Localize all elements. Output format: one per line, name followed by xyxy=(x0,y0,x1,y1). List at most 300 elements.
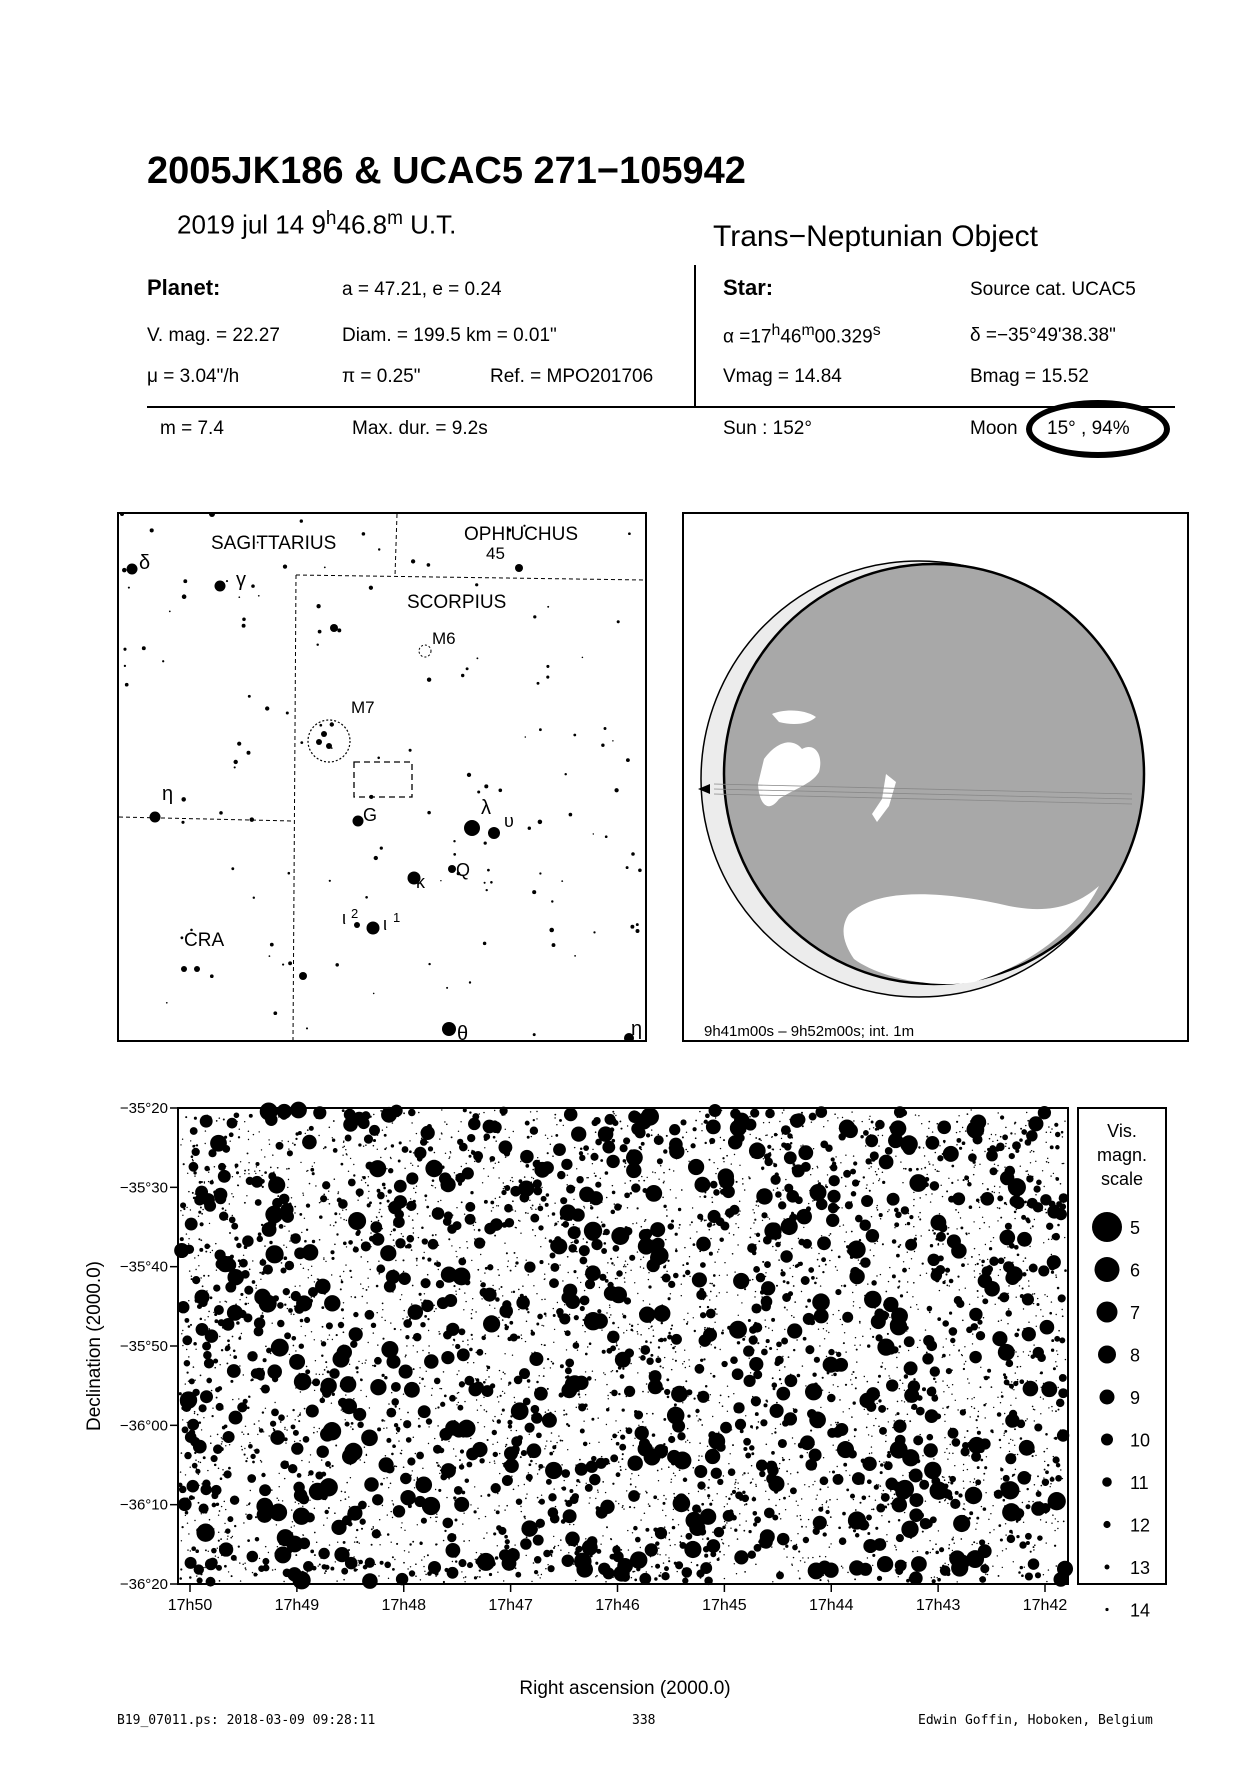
detail-star xyxy=(401,1294,402,1295)
detail-star xyxy=(975,1479,981,1485)
detail-star xyxy=(261,1461,263,1463)
detail-star xyxy=(537,1157,538,1158)
detail-star xyxy=(444,1395,447,1398)
detail-star xyxy=(649,1505,651,1507)
detail-star xyxy=(487,1264,493,1270)
detail-star xyxy=(801,1112,803,1114)
detail-star xyxy=(418,1112,420,1114)
detail-star xyxy=(453,1285,455,1287)
detail-star xyxy=(672,1359,673,1360)
detail-star xyxy=(302,1534,303,1535)
detail-star xyxy=(345,1394,346,1395)
detail-star xyxy=(765,1511,768,1514)
detail-star xyxy=(329,1203,331,1205)
detail-star xyxy=(648,1391,649,1392)
detail-star xyxy=(892,1239,897,1244)
detail-star xyxy=(416,1452,424,1460)
detail-star xyxy=(913,1199,915,1201)
detail-star xyxy=(769,1237,772,1240)
detail-star xyxy=(618,1432,619,1433)
detail-star xyxy=(910,1536,913,1539)
detail-star xyxy=(196,1323,209,1336)
detail-star xyxy=(504,1243,505,1244)
detail-star xyxy=(875,1120,885,1130)
detail-star xyxy=(884,1461,893,1470)
detail-star xyxy=(818,1265,820,1267)
detail-star xyxy=(247,1457,249,1459)
detail-star xyxy=(682,1136,684,1138)
detail-star xyxy=(645,1528,649,1532)
detail-star xyxy=(900,1161,901,1162)
detail-star xyxy=(272,1323,273,1324)
detail-star xyxy=(474,1238,475,1239)
detail-star xyxy=(180,1210,181,1211)
detail-star xyxy=(433,1445,442,1454)
detail-star xyxy=(606,1348,612,1354)
detail-star xyxy=(421,1278,431,1288)
detail-star xyxy=(518,1220,519,1221)
detail-star xyxy=(752,1511,757,1516)
detail-star xyxy=(1043,1242,1044,1243)
detail-star xyxy=(565,1164,566,1165)
detail-star xyxy=(308,1287,318,1297)
detail-star xyxy=(753,1349,754,1350)
detail-star xyxy=(977,1415,979,1417)
finder-star xyxy=(378,548,380,550)
detail-star xyxy=(1046,1223,1053,1230)
detail-star xyxy=(474,1576,477,1579)
detail-star xyxy=(183,1163,185,1165)
detail-star xyxy=(752,1497,757,1502)
detail-star xyxy=(550,1144,552,1146)
detail-star xyxy=(619,1444,626,1451)
detail-star xyxy=(261,1224,263,1226)
detail-star xyxy=(305,1568,307,1570)
detail-star xyxy=(345,1498,347,1500)
detail-star xyxy=(403,1562,405,1564)
detail-star xyxy=(1036,1380,1037,1381)
detail-star xyxy=(498,1505,499,1506)
detail-star xyxy=(243,1522,244,1523)
detail-star xyxy=(909,1268,910,1269)
detail-star xyxy=(977,1491,980,1494)
detail-star xyxy=(687,1509,689,1511)
detail-star xyxy=(426,1371,427,1372)
detail-star xyxy=(435,1187,436,1188)
detail-star xyxy=(195,1380,196,1381)
detail-star xyxy=(727,1190,729,1192)
detail-star xyxy=(865,1145,866,1146)
detail-star xyxy=(972,1333,973,1334)
detail-star xyxy=(387,1189,392,1194)
detail-star xyxy=(687,1428,688,1429)
detail-star xyxy=(1045,1433,1048,1436)
detail-star xyxy=(1013,1483,1015,1485)
detail-star xyxy=(866,1184,867,1185)
detail-star xyxy=(643,1268,644,1269)
detail-star xyxy=(792,1545,798,1551)
detail-star xyxy=(261,1473,265,1477)
detail-star xyxy=(1058,1388,1068,1398)
detail-star xyxy=(585,1484,593,1492)
detail-star xyxy=(1014,1350,1015,1351)
detail-star xyxy=(299,1285,300,1286)
detail-star xyxy=(194,1411,196,1413)
detail-star xyxy=(654,1577,657,1580)
detail-star xyxy=(997,1555,998,1556)
detail-star xyxy=(504,1204,513,1213)
detail-star xyxy=(260,1315,264,1319)
detail-star xyxy=(436,1262,441,1267)
detail-star xyxy=(403,1394,404,1395)
detail-star xyxy=(301,1232,302,1233)
detail-star xyxy=(269,1144,270,1145)
detail-star xyxy=(481,1298,482,1299)
detail-star xyxy=(718,1557,719,1558)
detail-star xyxy=(396,1573,408,1585)
detail-star xyxy=(475,1558,482,1565)
finder-star xyxy=(226,580,228,582)
detail-star xyxy=(500,1286,502,1288)
detail-star xyxy=(350,1215,351,1216)
detail-star xyxy=(860,1135,863,1138)
detail-star xyxy=(755,1484,756,1485)
detail-star xyxy=(220,1447,224,1451)
detail-star xyxy=(643,1180,645,1182)
detail-star xyxy=(879,1155,894,1170)
detail-star xyxy=(356,1506,358,1508)
detail-star xyxy=(827,1323,828,1324)
detail-star xyxy=(760,1290,765,1295)
detail-star xyxy=(435,1562,436,1563)
detail-star xyxy=(898,1245,900,1247)
detail-star xyxy=(635,1486,637,1488)
detail-star xyxy=(983,1479,984,1480)
detail-star xyxy=(186,1349,187,1350)
detail-star xyxy=(231,1314,236,1319)
detail-star xyxy=(905,1503,906,1504)
finder-star xyxy=(605,835,608,838)
detail-star xyxy=(919,1197,921,1199)
detail-star xyxy=(461,1571,462,1572)
detail-star xyxy=(431,1185,432,1186)
detail-star xyxy=(457,1405,463,1411)
detail-star xyxy=(379,1209,380,1210)
detail-star xyxy=(202,1209,204,1211)
detail-star xyxy=(666,1215,668,1217)
detail-star xyxy=(994,1192,995,1193)
detail-star xyxy=(457,1348,470,1361)
detail-star xyxy=(512,1200,514,1202)
detail-star xyxy=(244,1303,247,1306)
detail-star xyxy=(421,1559,422,1560)
detail-star xyxy=(949,1354,950,1355)
detail-star xyxy=(277,1320,284,1327)
detail-star xyxy=(454,1420,456,1422)
detail-star xyxy=(705,1449,720,1464)
detail-star xyxy=(218,1515,219,1516)
detail-star xyxy=(797,1374,801,1378)
label-g: G xyxy=(363,805,377,825)
detail-star xyxy=(390,1191,391,1192)
detail-star xyxy=(377,1427,381,1431)
detail-star xyxy=(198,1265,199,1266)
detail-star xyxy=(288,1308,293,1313)
detail-star xyxy=(879,1178,880,1179)
detail-star xyxy=(1006,1360,1014,1368)
detail-star xyxy=(646,1349,648,1351)
detail-star xyxy=(467,1134,475,1142)
detail-star xyxy=(653,1527,658,1532)
detail-star xyxy=(312,1172,315,1175)
detail-star xyxy=(520,1233,521,1234)
finder-star xyxy=(442,1022,456,1036)
detail-star xyxy=(947,1385,948,1386)
detail-star xyxy=(749,1116,751,1118)
detail-star xyxy=(968,1455,969,1456)
finder-star xyxy=(533,615,536,618)
detail-star xyxy=(585,1394,586,1395)
detail-star xyxy=(553,1547,555,1549)
detail-star xyxy=(513,1291,515,1293)
detail-star xyxy=(800,1145,801,1146)
finder-star xyxy=(247,751,251,755)
detail-star xyxy=(904,1512,905,1513)
detail-star xyxy=(265,1245,283,1263)
detail-star xyxy=(882,1172,884,1174)
detail-star xyxy=(888,1281,889,1282)
detail-star xyxy=(720,1349,721,1350)
detail-star xyxy=(1025,1420,1027,1422)
detail-star xyxy=(842,1567,843,1568)
detail-star xyxy=(333,1120,335,1122)
detail-star xyxy=(594,1173,595,1174)
detail-star xyxy=(1054,1545,1056,1547)
detail-star xyxy=(716,1442,725,1451)
detail-star xyxy=(200,1318,203,1321)
detail-star xyxy=(553,1536,554,1537)
detail-star xyxy=(625,1272,626,1273)
detail-star xyxy=(662,1196,664,1198)
detail-star xyxy=(730,1528,731,1529)
detail-star xyxy=(985,1573,986,1574)
detail-star xyxy=(345,1557,358,1570)
detail-star xyxy=(850,1169,856,1175)
detail-star xyxy=(944,1421,945,1422)
detail-star xyxy=(606,1312,607,1313)
detail-star xyxy=(208,1328,210,1330)
detail-star xyxy=(883,1462,884,1463)
detail-star xyxy=(259,1558,260,1559)
detail-star xyxy=(566,1185,575,1194)
detail-star xyxy=(686,1323,688,1325)
detail-star xyxy=(201,1213,203,1215)
detail-star xyxy=(971,1398,972,1399)
detail-star xyxy=(709,1562,710,1563)
detail-star xyxy=(505,1129,506,1130)
detail-star xyxy=(1042,1316,1043,1317)
detail-star xyxy=(699,1369,701,1371)
detail-star xyxy=(326,1300,327,1301)
detail-star xyxy=(934,1576,935,1577)
detail-star xyxy=(666,1209,667,1210)
detail-star xyxy=(659,1338,663,1342)
detail-star xyxy=(512,1464,513,1465)
detail-star xyxy=(673,1493,675,1495)
detail-star xyxy=(586,1241,588,1243)
detail-star xyxy=(350,1158,351,1159)
detail-star xyxy=(1000,1136,1002,1138)
detail-star xyxy=(510,1270,512,1272)
detail-star xyxy=(696,1367,697,1368)
detail-star xyxy=(758,1205,760,1207)
detail-star xyxy=(510,1333,518,1341)
detail-star xyxy=(416,1133,417,1134)
detail-star xyxy=(576,1485,577,1486)
detail-star xyxy=(501,1378,502,1379)
detail-star xyxy=(1010,1132,1012,1134)
finder-star xyxy=(631,852,635,856)
detail-star xyxy=(984,1281,1000,1297)
detail-star xyxy=(489,1561,490,1562)
detail-star xyxy=(511,1221,513,1223)
detail-star xyxy=(976,1419,978,1421)
detail-star xyxy=(885,1478,898,1491)
detail-star xyxy=(291,1424,296,1429)
detail-star xyxy=(963,1464,964,1465)
detail-star xyxy=(687,1321,688,1322)
detail-star xyxy=(586,1483,587,1484)
detail-star xyxy=(205,1124,206,1125)
detail-star xyxy=(306,1404,319,1417)
detail-star xyxy=(993,1529,994,1530)
detail-star xyxy=(835,1423,848,1436)
detail-star xyxy=(1025,1171,1027,1173)
detail-star xyxy=(961,1263,965,1267)
finder-star xyxy=(488,827,500,839)
detail-star xyxy=(779,1121,780,1122)
detail-star xyxy=(248,1169,250,1171)
detail-star xyxy=(915,1557,918,1560)
detail-star xyxy=(297,1415,298,1416)
detail-star xyxy=(205,1143,206,1144)
detail-star xyxy=(958,1115,959,1116)
finder-star xyxy=(486,889,488,891)
detail-star xyxy=(749,1127,750,1128)
detail-star xyxy=(939,1290,940,1291)
detail-star xyxy=(283,1581,284,1582)
detail-star xyxy=(1009,1153,1015,1159)
detail-star xyxy=(1026,1269,1028,1271)
detail-star xyxy=(494,1110,495,1111)
detail-star xyxy=(240,1580,241,1581)
detail-star xyxy=(648,1285,651,1288)
detail-star xyxy=(874,1296,875,1297)
detail-star xyxy=(464,1401,465,1402)
detail-star xyxy=(380,1157,381,1158)
detail-star xyxy=(742,1474,743,1475)
detail-star xyxy=(620,1144,628,1152)
detail-star xyxy=(201,1513,202,1514)
detail-star xyxy=(619,1120,621,1122)
detail-star xyxy=(1000,1482,1010,1492)
detail-star xyxy=(561,1469,570,1478)
detail-star xyxy=(366,1302,367,1303)
detail-star xyxy=(943,1484,948,1489)
detail-star xyxy=(192,1159,193,1160)
detail-star xyxy=(895,1414,896,1415)
detail-star xyxy=(579,1155,585,1161)
detail-star xyxy=(342,1147,343,1148)
detail-star xyxy=(586,1265,588,1267)
detail-star xyxy=(376,1312,377,1313)
finder-star xyxy=(273,1011,277,1015)
detail-star xyxy=(845,1155,846,1156)
detail-star xyxy=(406,1437,412,1443)
detail-star xyxy=(854,1578,856,1580)
finder-star xyxy=(330,624,338,632)
detail-star xyxy=(896,1367,897,1368)
detail-star xyxy=(699,1111,700,1112)
detail-star xyxy=(868,1434,869,1435)
detail-star xyxy=(421,1518,427,1524)
detail-star xyxy=(331,1429,333,1431)
detail-star xyxy=(391,1500,392,1501)
detail-star xyxy=(796,1264,800,1268)
detail-star xyxy=(688,1493,689,1494)
detail-star xyxy=(1057,1354,1058,1355)
detail-star xyxy=(652,1460,654,1462)
detail-star xyxy=(392,1568,395,1571)
earth-globe-panel xyxy=(682,512,1189,1042)
detail-star xyxy=(382,1309,383,1310)
detail-star xyxy=(904,1336,915,1347)
detail-star xyxy=(771,1433,772,1434)
detail-star xyxy=(600,1159,603,1162)
detail-star xyxy=(463,1577,464,1578)
detail-star xyxy=(871,1509,872,1510)
detail-star xyxy=(204,1181,205,1182)
detail-star xyxy=(860,1344,861,1345)
detail-star xyxy=(800,1560,801,1561)
detail-star xyxy=(676,1493,688,1505)
detail-star xyxy=(655,1564,660,1569)
detail-star xyxy=(797,1505,798,1506)
finder-star xyxy=(538,820,543,825)
detail-star xyxy=(179,1577,182,1580)
detail-star xyxy=(502,1556,517,1571)
detail-star xyxy=(693,1397,695,1399)
detail-star xyxy=(299,1440,301,1442)
detail-star xyxy=(221,1349,223,1351)
detail-star xyxy=(657,1242,660,1245)
finder-star xyxy=(234,760,238,764)
detail-star xyxy=(313,1427,314,1428)
detail-star xyxy=(575,1463,588,1476)
detail-star xyxy=(493,1532,496,1535)
detail-star xyxy=(314,1532,316,1534)
finder-star xyxy=(316,739,322,745)
detail-star xyxy=(1043,1477,1044,1478)
detail-star xyxy=(394,1180,407,1193)
detail-star xyxy=(887,1503,889,1505)
detail-star xyxy=(335,1445,337,1447)
detail-star xyxy=(189,1576,192,1579)
detail-star xyxy=(674,1497,675,1498)
detail-star xyxy=(992,1505,993,1506)
detail-star xyxy=(929,1312,931,1314)
detail-star xyxy=(521,1334,522,1335)
